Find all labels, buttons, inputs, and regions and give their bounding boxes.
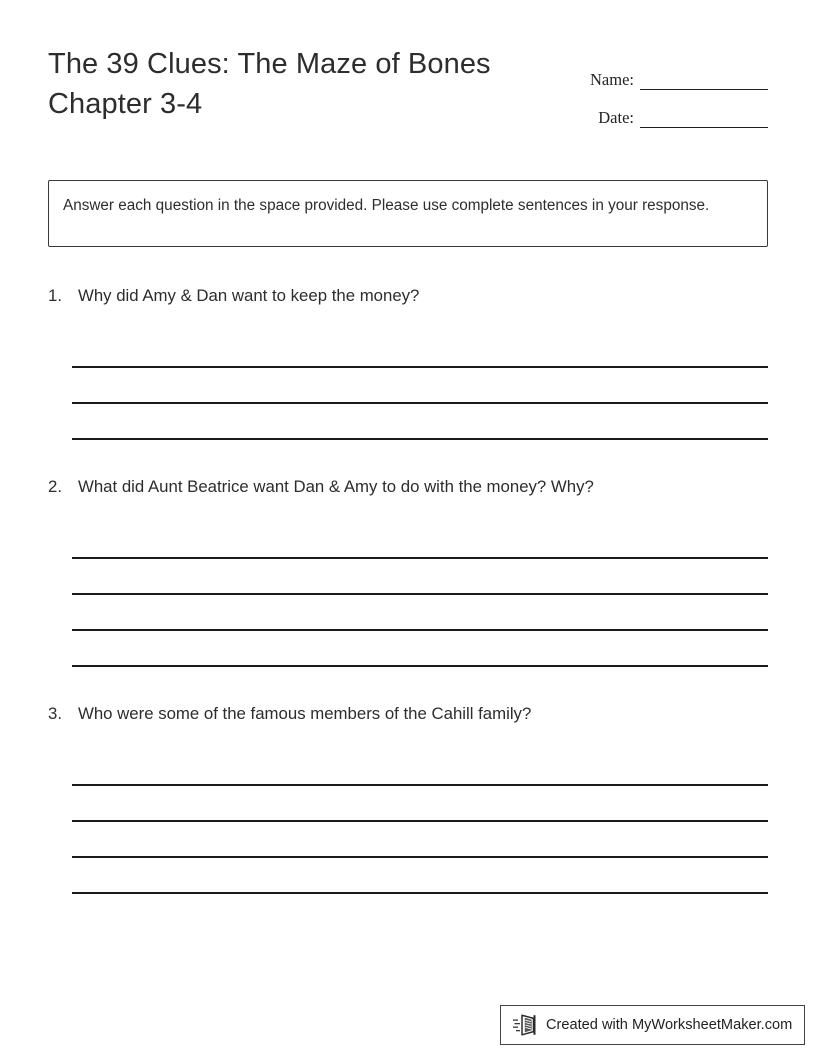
question-number: 2. <box>48 477 62 496</box>
question-heading <box>48 474 768 500</box>
name-date-block <box>578 52 768 128</box>
answer-line[interactable] <box>72 559 768 595</box>
answer-line[interactable] <box>72 404 768 440</box>
date-input-line[interactable] <box>640 108 768 128</box>
answer-line[interactable] <box>72 332 768 368</box>
name-label: Name: <box>590 70 634 89</box>
answer-line[interactable] <box>72 786 768 822</box>
answer-lines <box>72 500 768 667</box>
question-spacer <box>48 667 768 701</box>
answer-line[interactable] <box>72 750 768 786</box>
question-text: Why did Amy & Dan want to keep the money? <box>78 286 420 305</box>
answer-line[interactable] <box>72 595 768 631</box>
name-input-line[interactable] <box>640 70 768 90</box>
date-field-row <box>578 90 768 128</box>
question-spacer <box>48 440 768 474</box>
question-item <box>48 283 768 440</box>
title-line-2: Chapter 3-4 <box>48 88 203 120</box>
name-field-row <box>578 52 768 90</box>
footer-attribution-badge[interactable] <box>500 1005 805 1045</box>
page-title <box>48 44 568 124</box>
question-item <box>48 701 768 894</box>
answer-line[interactable] <box>72 523 768 559</box>
answer-line[interactable] <box>72 368 768 404</box>
question-heading <box>48 283 768 309</box>
answer-line[interactable] <box>72 822 768 858</box>
question-number: 1. <box>48 286 62 305</box>
questions-list <box>48 283 768 894</box>
answer-line[interactable] <box>72 858 768 894</box>
title-line-1: The 39 Clues: The Maze of Bones <box>48 48 491 80</box>
instructions-box: Answer each question in the space provided. Please use complete sentences in your response. <box>48 180 768 247</box>
question-item <box>48 474 768 667</box>
question-text: Who were some of the famous members of the Cahill family? <box>78 704 532 723</box>
question-number: 3. <box>48 704 62 723</box>
worksheet-maker-logo-icon <box>513 1013 539 1037</box>
answer-lines <box>72 727 768 894</box>
date-label: Date: <box>598 108 634 127</box>
answer-lines <box>72 309 768 440</box>
footer-attribution-text: Created with MyWorksheetMaker.com <box>546 1017 793 1033</box>
answer-line[interactable] <box>72 631 768 667</box>
worksheet-header <box>48 44 768 140</box>
question-text: What did Aunt Beatrice want Dan & Amy to do with the money? Why? <box>78 477 594 496</box>
question-heading <box>48 701 768 727</box>
